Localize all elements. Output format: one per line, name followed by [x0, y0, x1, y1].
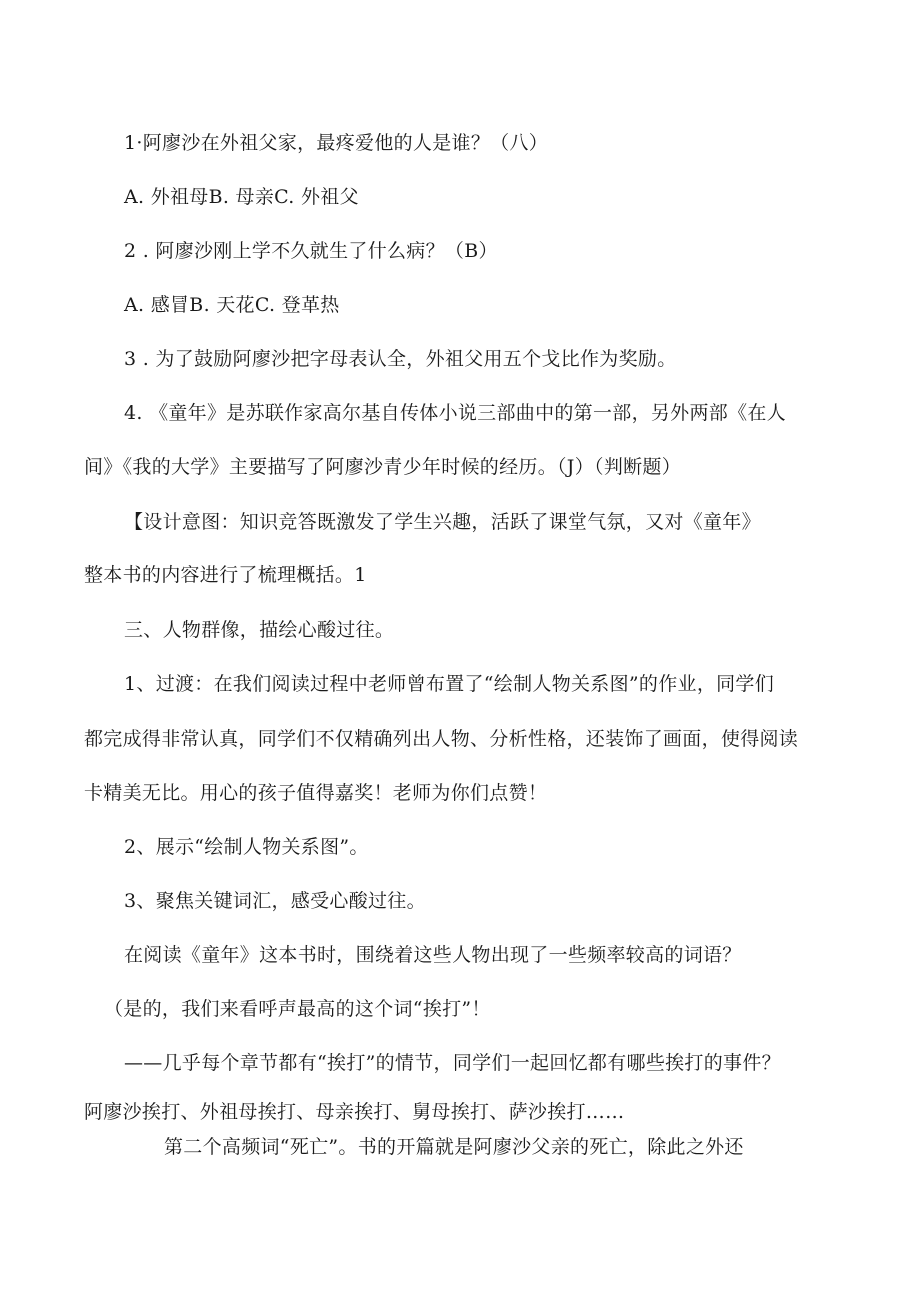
question-4-line-2: 间》《我的大学》主要描写了阿廖沙青少年时候的经历。（J）（判断题） [84, 456, 682, 478]
question-4-line-1: 4. 《童年》是苏联作家高尔基自传体小说三部曲中的第一部，另外两部《在人 [124, 402, 786, 424]
design-intent-line-1: 【设计意图：知识竞答既激发了学生兴趣，活跃了课堂气氛，又对《童年》 [124, 511, 761, 533]
question-3: 3 . 为了鼓励阿廖沙把字母表认全，外祖父用五个戈比作为奖励。 [124, 348, 677, 370]
keyword-beating: （是的，我们来看呼声最高的这个词“挨打”！ [104, 998, 491, 1020]
item-2-display: 2、展示“绘制人物关系图”。 [124, 836, 369, 858]
reading-question: 在阅读《童年》这本书时，围绕着这些人物出现了一些频率较高的词语？ [124, 944, 742, 966]
item-3-keywords: 3、聚焦关键词汇，感受心酸过往。 [124, 890, 426, 912]
beating-list: 阿廖沙挨打、外祖母挨打、母亲挨打、舅母挨打、萨沙挨打…… [84, 1101, 625, 1123]
design-intent-line-2: 整本书的内容进行了梳理概括。1 [84, 564, 367, 586]
section-heading-3: 三、人物群像，描绘心酸过往。 [124, 619, 395, 641]
question-1-options: A. 外祖母B. 母亲C. 外祖父 [124, 186, 359, 208]
transition-line-3: 卡精美无比。用心的孩子值得嘉奖！老师为你们点赞！ [84, 782, 548, 804]
question-2-options: A. 感冒B. 天花C. 登革热 [124, 294, 340, 316]
keyword-death: 第二个高频词“死亡”。书的开篇就是阿廖沙父亲的死亡，除此之外还 [164, 1136, 744, 1158]
transition-line-2: 都完成得非常认真，同学们不仅精确列出人物、分析性格，还装饰了画面，使得阅读 [84, 728, 799, 750]
question-1: 1·阿廖沙在外祖父家，最疼爱他的人是谁？（八） [124, 132, 549, 154]
transition-line-1: 1、过渡：在我们阅读过程中老师曾布置了“绘制人物关系图”的作业，同学们 [124, 673, 775, 695]
question-2: 2 . 阿廖沙刚上学不久就生了什么病？（B） [124, 240, 498, 262]
beating-question: ——几乎每个章节都有“挨打”的情节，同学们一起回忆都有哪些挨打的事件？ [124, 1052, 781, 1074]
